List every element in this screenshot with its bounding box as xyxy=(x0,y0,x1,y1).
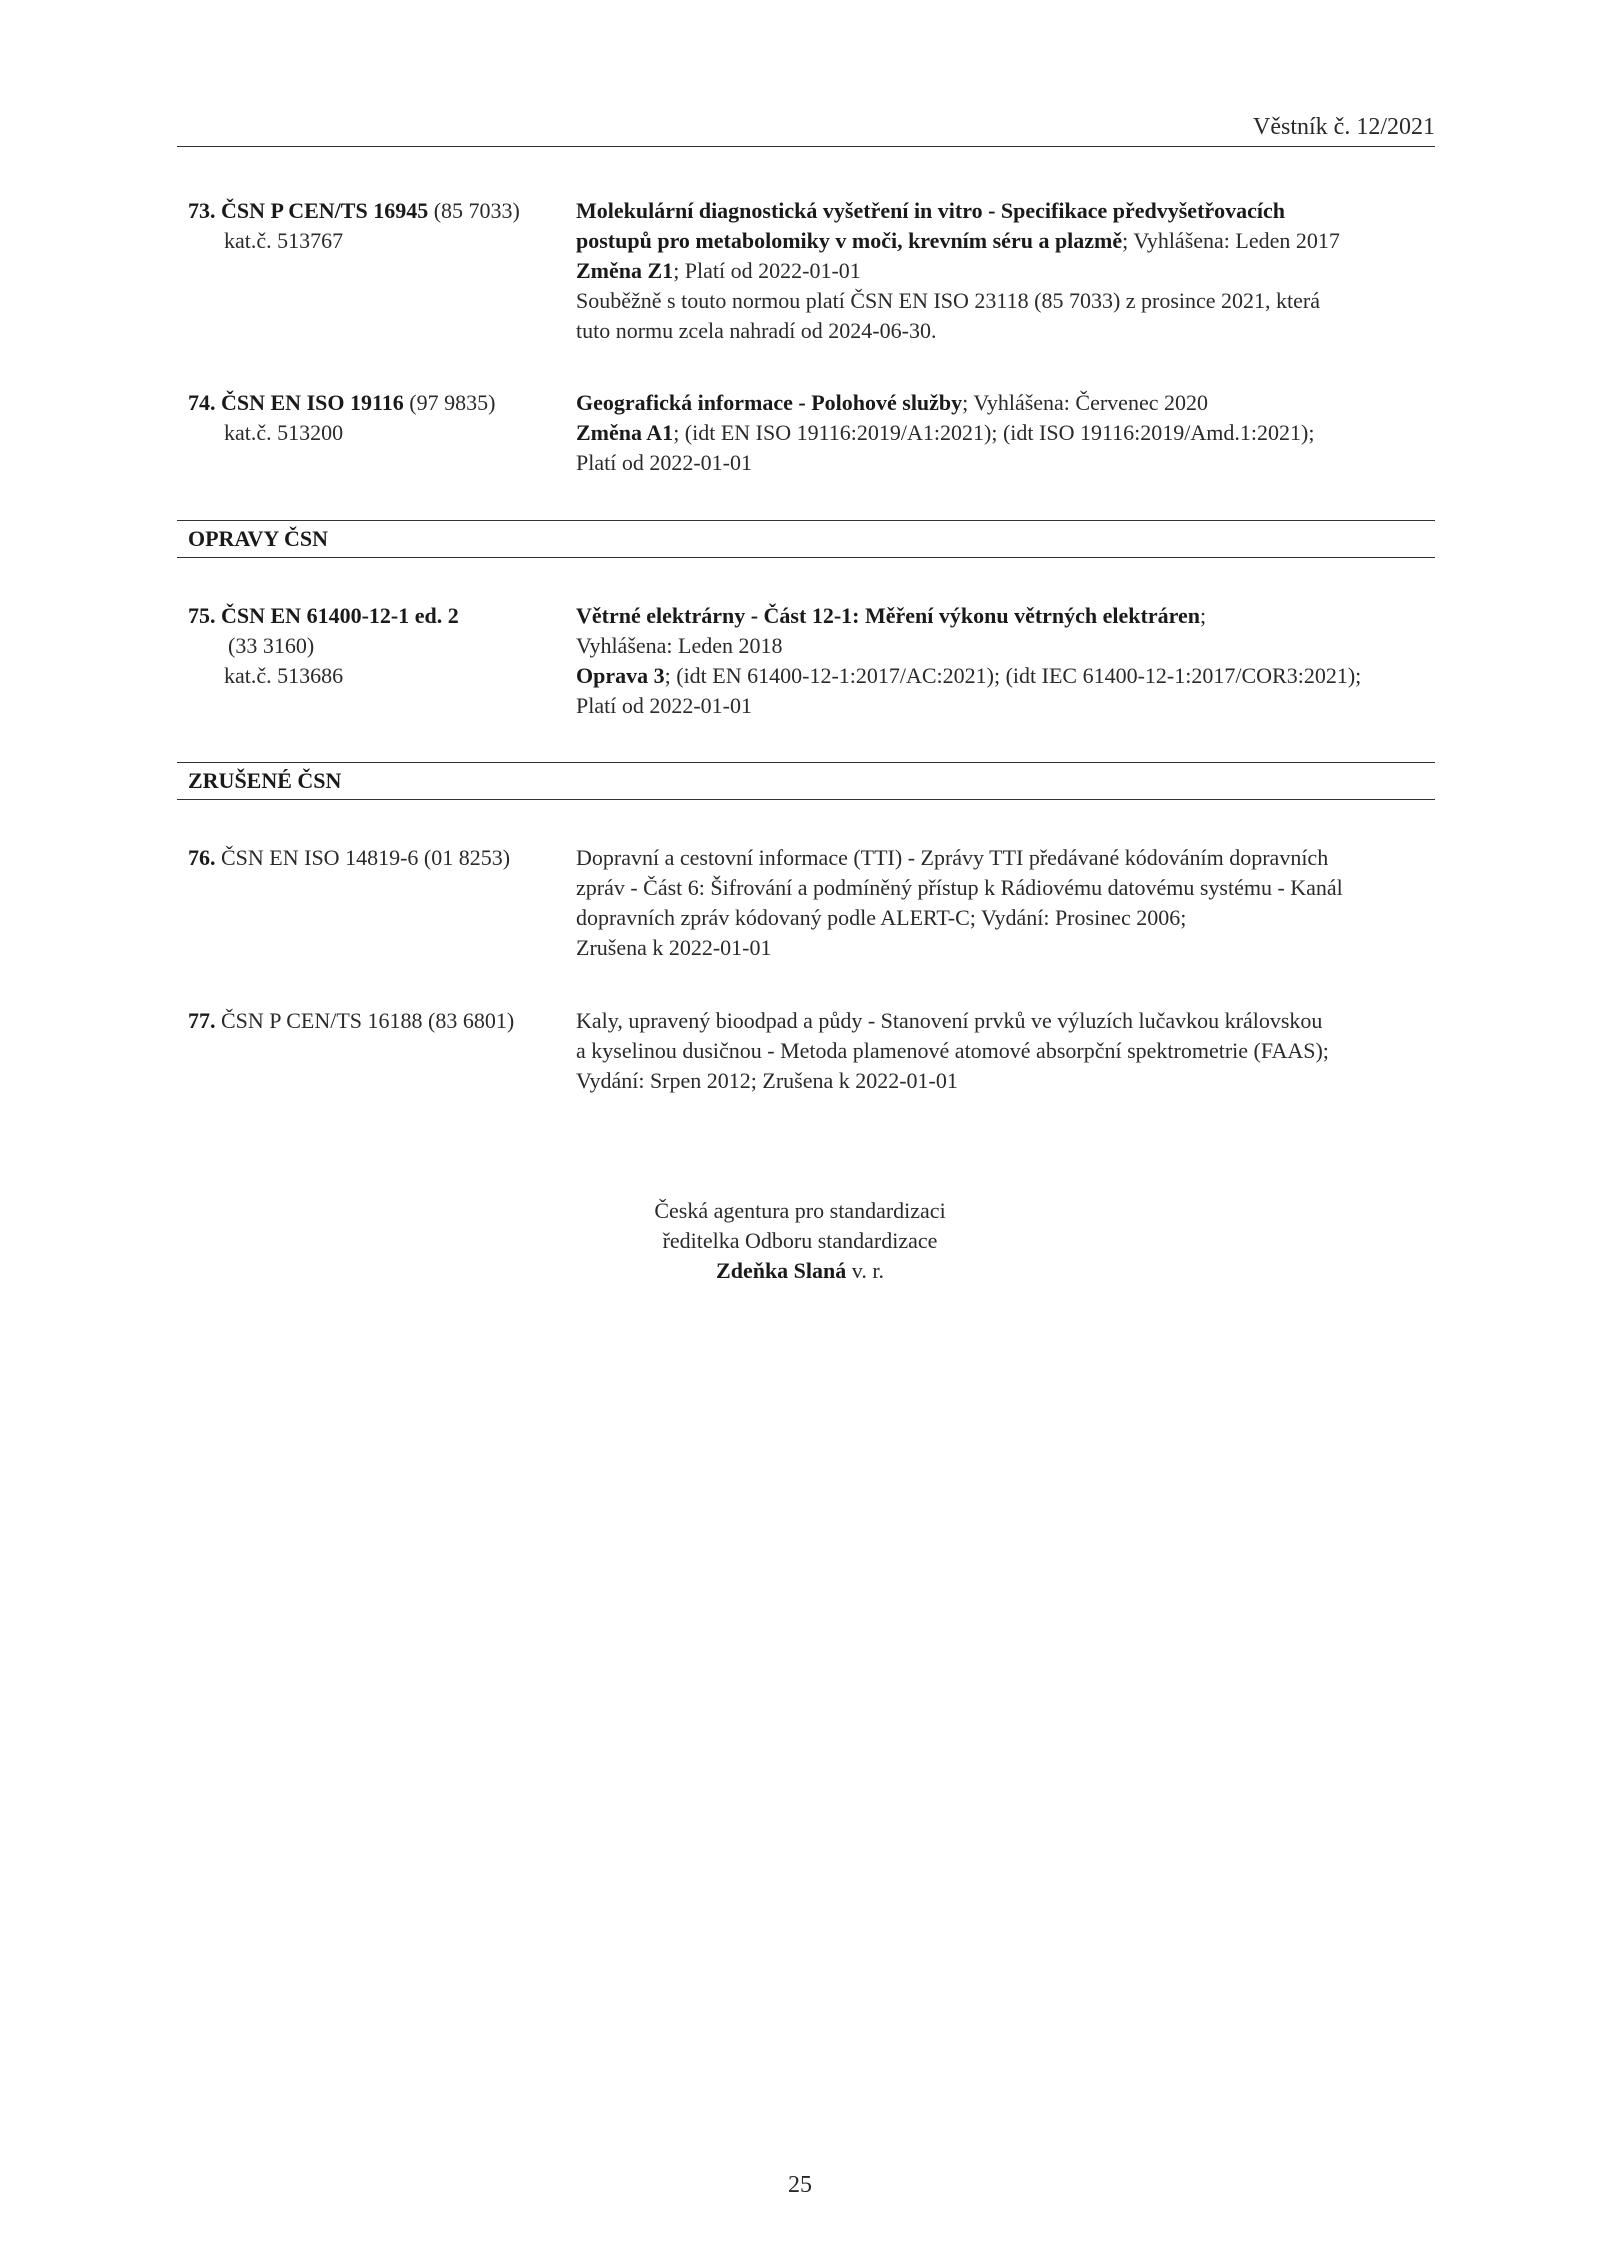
header-divider xyxy=(177,146,1435,147)
bulletin-title: Věstník č. 12/2021 xyxy=(1253,114,1435,140)
section-title: OPRAVY ČSN xyxy=(188,526,328,551)
description-line: zpráv - Část 6: Šifrování a podmíněný přístup k Rádiovému datovému systému - Kanál xyxy=(576,875,1343,900)
standard-designation: ČSN P CEN/TS 16945 xyxy=(221,198,429,223)
standard-title: Molekulární diagnostická vyšetření in vitro - Specifikace předvyšetřovacích xyxy=(576,198,1286,223)
classification-code: (85 7033) xyxy=(433,198,520,223)
validity-date: Platí od 2022-01-01 xyxy=(576,450,752,475)
entry-identifier xyxy=(188,388,563,448)
section-header-cancelled xyxy=(177,762,1435,800)
section-title: ZRUŠENÉ ČSN xyxy=(188,768,342,793)
entry-description xyxy=(576,196,1436,346)
change-details: ; (idt EN ISO 19116:2019/A1:2021); (idt ISO 19116:2019/Amd.1:2021); xyxy=(673,420,1315,445)
correction-details: ; (idt EN 61400-12-1:2017/AC:2021); (idt IEC 61400-12-1:2017/COR3:2021); xyxy=(664,663,1362,688)
correction-label: Oprava 3 xyxy=(576,663,665,688)
note-line-2: tuto normu zcela nahradí od 2024-06-30. xyxy=(576,318,937,343)
announcement-date: ; Vyhlášena: Leden 2017 xyxy=(1122,228,1340,253)
entry-description xyxy=(576,843,1436,963)
standard-title: Větrné elektrárny - Část 12-1: Měření výkonu větrných elektráren xyxy=(576,603,1201,628)
entry-number: 77. xyxy=(188,1008,216,1033)
section-header-corrections xyxy=(177,520,1435,558)
change-label: Změna A1 xyxy=(576,420,674,445)
description-line: Dopravní a cestovní informace (TTI) - Zprávy TTI předávané kódováním dopravních xyxy=(576,845,1329,870)
entry-identifier xyxy=(188,843,563,873)
signatory-name: Zdeňka Slaná xyxy=(716,1258,847,1283)
standard-designation: ČSN EN 61400-12-1 ed. 2 xyxy=(221,603,459,628)
classification-code: (33 3160) xyxy=(228,633,315,658)
description-line: Vydání: Srpen 2012; Zrušena k 2022-01-01 xyxy=(576,1068,958,1093)
entry-description xyxy=(576,601,1436,721)
catalog-number: kat.č. 513767 xyxy=(224,228,344,253)
entry-number: 76. xyxy=(188,845,216,870)
catalog-number: kat.č. 513200 xyxy=(224,420,344,445)
entry-number: 73. xyxy=(188,198,216,223)
standard-designation: ČSN P CEN/TS 16188 (83 6801) xyxy=(221,1008,515,1033)
cancellation-date: Zrušena k 2022-01-01 xyxy=(576,935,772,960)
page-number: 25 xyxy=(788,2172,812,2198)
validity-date: Platí od 2022-01-01 xyxy=(576,693,752,718)
standard-title: Geografická informace - Polohové služby xyxy=(576,390,963,415)
signature-block xyxy=(500,1196,1100,1286)
entry-description xyxy=(576,388,1436,478)
change-label: Změna Z1 xyxy=(576,258,674,283)
signatory-position: ředitelka Odboru standardizace xyxy=(662,1228,938,1253)
agency-name: Česká agentura pro standardizaci xyxy=(654,1198,946,1223)
description-line: dopravních zpráv kódovaný podle ALERT-C; Vydání: Prosinec 2006; xyxy=(576,905,1187,930)
standard-designation: ČSN EN ISO 14819-6 (01 8253) xyxy=(221,845,511,870)
entry-identifier xyxy=(188,1006,563,1036)
entry-description xyxy=(576,1006,1436,1096)
classification-code: (97 9835) xyxy=(409,390,496,415)
change-validity: ; Platí od 2022-01-01 xyxy=(673,258,861,283)
standard-title-cont: postupů pro metabolomiky v moči, krevním séru a plazmě xyxy=(576,228,1123,253)
announcement-date: Vyhlášena: Leden 2018 xyxy=(576,633,783,658)
description-line: a kyselinou dusičnou - Metoda plamenové atomové absorpční spektrometrie (FAAS); xyxy=(576,1038,1329,1063)
entry-number: 74. xyxy=(188,390,216,415)
title-punctuation: ; xyxy=(1200,603,1207,628)
signature-suffix: v. r. xyxy=(846,1258,884,1283)
standard-designation: ČSN EN ISO 19116 xyxy=(221,390,404,415)
description-line: Kaly, upravený bioodpad a půdy - Stanovení prvků ve výluzích lučavkou královskou xyxy=(576,1008,1323,1033)
catalog-number: kat.č. 513686 xyxy=(224,663,344,688)
note-line-1: Souběžně s touto normou platí ČSN EN ISO 23118 (85 7033) z prosince 2021, která xyxy=(576,288,1321,313)
entry-identifier xyxy=(188,601,563,691)
entry-identifier xyxy=(188,196,563,256)
announcement-date: ; Vyhlášena: Červenec 2020 xyxy=(962,390,1208,415)
entry-number: 75. xyxy=(188,603,216,628)
